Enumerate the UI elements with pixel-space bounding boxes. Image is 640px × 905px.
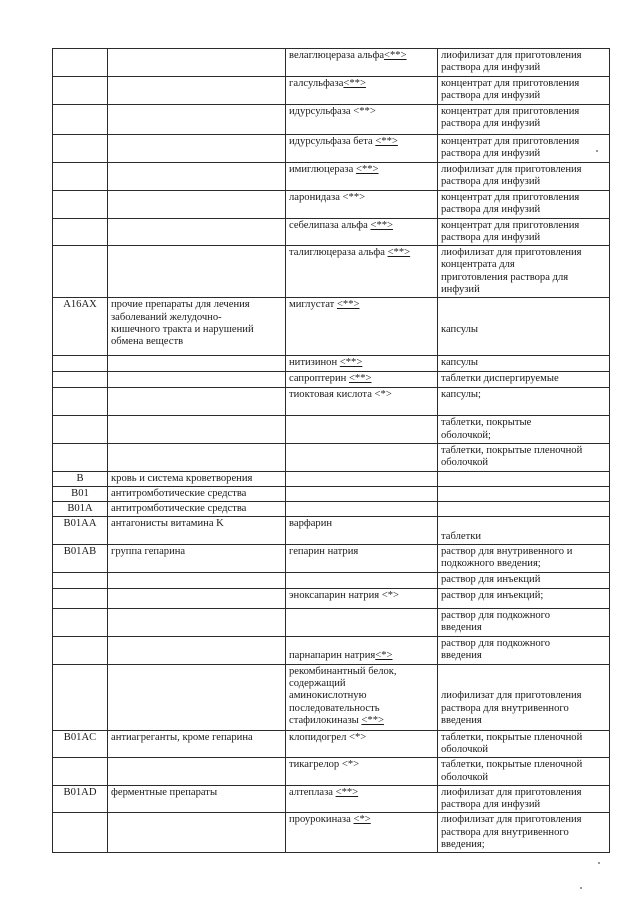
dosage-form-cell: лиофилизат для приготовления раствора для инфузий: [438, 162, 610, 190]
table-row: [53, 218, 610, 246]
medicines-table: [52, 48, 610, 853]
atc-group-cell: [108, 588, 286, 608]
atc-group-cell: [108, 443, 286, 471]
table-row: [53, 443, 610, 471]
drug-footnote-mark: <**>: [375, 135, 398, 147]
atc-code-cell: [53, 76, 108, 104]
drug-name: велаглюцераза альфа: [289, 50, 385, 61]
atc-code-cell: B01AC: [53, 730, 108, 758]
atc-group-cell: [108, 134, 286, 162]
table-row: [53, 49, 610, 77]
atc-group-cell: ферментные препараты: [108, 785, 286, 813]
atc-group-cell: [108, 246, 286, 298]
atc-code-cell: [53, 813, 108, 853]
atc-group-cell: [108, 162, 286, 190]
dosage-form-cell: раствор для подкожного введения: [438, 608, 610, 636]
table-row: [53, 134, 610, 162]
table-row: [53, 517, 610, 545]
drug-footnote-mark: <**>: [355, 163, 379, 175]
dosage-form-cell: лиофилизат для приготовления раствора для инфузий: [438, 49, 610, 77]
table-row: [53, 608, 610, 636]
table-row: [53, 785, 610, 813]
atc-code-cell: B01: [53, 486, 108, 501]
dosage-form-cell: [438, 502, 610, 517]
drug-name-cell: [286, 162, 438, 190]
dosage-form-cell: лиофилизат для приготовления концентрата для приготовления раствора для инфузий: [438, 246, 610, 298]
atc-code-cell: [53, 636, 108, 664]
dosage-form-cell: [438, 471, 610, 486]
table-row: [53, 588, 610, 608]
table-row: [53, 572, 610, 588]
drug-name-cell: [286, 416, 438, 444]
atc-group-cell: [108, 372, 286, 388]
atc-code-cell: [53, 356, 108, 372]
atc-group-cell: [108, 813, 286, 853]
atc-code-cell: B01AB: [53, 545, 108, 573]
atc-group-cell: антиагреганты, кроме гепарина: [108, 730, 286, 758]
table-row: [53, 416, 610, 444]
atc-group-cell: [108, 758, 286, 786]
drug-name: сапроптерин: [289, 373, 349, 385]
atc-code-cell: A16AX: [53, 298, 108, 356]
drug-footnote-mark: <**>: [343, 77, 366, 89]
atc-group-cell: [108, 190, 286, 218]
dosage-form-cell: лиофилизат для приготовления раствора для инфузий: [438, 785, 610, 813]
atc-code-cell: [53, 104, 108, 134]
drug-name-cell: [286, 104, 438, 134]
drug-name: себелипаза альфа: [289, 219, 371, 231]
atc-code-cell: [53, 134, 108, 162]
atc-code-cell: [53, 246, 108, 298]
atc-group-cell: [108, 636, 286, 664]
atc-code-cell: [53, 416, 108, 444]
atc-code-cell: [53, 572, 108, 588]
drug-name-cell: [286, 298, 438, 356]
atc-group-cell: [108, 388, 286, 416]
drug-name-cell: [286, 356, 438, 372]
atc-group-cell: [108, 218, 286, 246]
drug-name-cell: [286, 443, 438, 471]
atc-code-cell: [53, 443, 108, 471]
drug-name-cell: [286, 372, 438, 388]
drug-name: имиглюцераза: [289, 163, 356, 175]
atc-group-cell: антагонисты витамина K: [108, 517, 286, 545]
atc-code-cell: [53, 588, 108, 608]
atc-code-cell: B: [53, 471, 108, 486]
drug-footnote-mark: <**>: [336, 299, 360, 311]
dosage-form-cell: концентрат для приготовления раствора для инфузий: [438, 104, 610, 134]
atc-group-cell: прочие препараты для лечения заболеваний желудочно- кишечного тракта и нарушений обмена веществ: [108, 298, 286, 356]
drug-footnote-mark: <**>: [384, 50, 407, 61]
atc-code-cell: [53, 664, 108, 730]
drug-name-cell: [286, 218, 438, 246]
table-row: [53, 486, 610, 501]
drug-name: варфарин: [289, 518, 333, 530]
dosage-form-cell: таблетки, покрытые оболочкой;: [438, 416, 610, 444]
dosage-form-cell: раствор для инъекций;: [438, 588, 610, 608]
drug-footnote-mark: <**>: [387, 247, 411, 259]
drug-name: эноксапарин натрия <*>: [289, 589, 400, 601]
drug-name-cell: [286, 664, 438, 730]
drug-footnote-mark: <**>: [348, 373, 372, 385]
atc-code-cell: [53, 608, 108, 636]
dosage-form-cell: капсулы: [438, 298, 610, 356]
table-row: [53, 76, 610, 104]
drug-name-cell: [286, 502, 438, 517]
drug-name: тиоктовая кислота <*>: [289, 389, 392, 401]
atc-group-cell: антитромботические средства: [108, 502, 286, 517]
drug-name-cell: [286, 246, 438, 298]
table-row: [53, 664, 610, 730]
drug-name: миглустат: [289, 299, 337, 311]
drug-name-cell: [286, 134, 438, 162]
drug-name: парнапарин натрия: [289, 649, 376, 661]
drug-name-cell: [286, 758, 438, 786]
atc-group-cell: [108, 76, 286, 104]
drug-footnote-mark: <*>: [375, 649, 393, 661]
dosage-form-cell: таблетки, покрытые пленочной оболочкой: [438, 443, 610, 471]
drug-footnote-mark: <**>: [361, 714, 384, 726]
drug-name-cell: [286, 388, 438, 416]
drug-name-cell: [286, 813, 438, 853]
drug-name-cell: [286, 730, 438, 758]
drug-name-cell: [286, 486, 438, 501]
drug-name-cell: [286, 545, 438, 573]
table-row: [53, 730, 610, 758]
atc-group-cell: группа гепарина: [108, 545, 286, 573]
drug-name: алтеплаза: [289, 786, 336, 798]
atc-code-cell: [53, 49, 108, 77]
scan-speck: [596, 150, 598, 152]
dosage-form-cell: раствор для подкожного введения: [438, 636, 610, 664]
dosage-form-cell: таблетки, покрытые пленочной оболочкой: [438, 758, 610, 786]
table-row: [53, 636, 610, 664]
table-row: [53, 758, 610, 786]
dosage-form-cell: таблетки: [438, 517, 610, 545]
drug-name-cell: [286, 49, 438, 77]
atc-group-cell: [108, 356, 286, 372]
drug-footnote-mark: <**>: [370, 219, 394, 231]
atc-code-cell: B01AA: [53, 517, 108, 545]
atc-code-cell: B01A: [53, 502, 108, 517]
scan-speck: [580, 887, 582, 889]
drug-name-cell: [286, 572, 438, 588]
atc-group-cell: [108, 49, 286, 77]
dosage-form-cell: концентрат для приготовления раствора для инфузий: [438, 190, 610, 218]
atc-code-cell: [53, 372, 108, 388]
atc-code-cell: [53, 162, 108, 190]
atc-group-cell: [108, 572, 286, 588]
table-row: [53, 356, 610, 372]
atc-code-cell: [53, 758, 108, 786]
drug-name: талиглюцераза альфа: [289, 247, 388, 259]
drug-name: идурсульфаза <**>: [289, 105, 376, 117]
drug-name: рекомбинантный белок, содержащий аминокислотную последовательность стафилокиназы: [289, 665, 397, 726]
dosage-form-cell: концентрат для приготовления раствора для инфузий: [438, 218, 610, 246]
dosage-form-cell: таблетки диспергируемые: [438, 372, 610, 388]
dosage-form-cell: капсулы;: [438, 388, 610, 416]
table-row: [53, 372, 610, 388]
atc-group-cell: кровь и система кроветворения: [108, 471, 286, 486]
table-body: [53, 49, 610, 853]
atc-group-cell: [108, 104, 286, 134]
drug-name-cell: [286, 517, 438, 545]
drug-name-cell: [286, 785, 438, 813]
atc-code-cell: [53, 218, 108, 246]
drug-name-cell: [286, 190, 438, 218]
table-row: [53, 246, 610, 298]
scan-speck: [598, 862, 600, 864]
dosage-form-cell: раствор для инъекций: [438, 572, 610, 588]
drug-name: галсульфаза: [289, 77, 344, 89]
dosage-form-cell: капсулы: [438, 356, 610, 372]
atc-group-cell: [108, 664, 286, 730]
dosage-form-cell: концентрат для приготовления раствора для инфузий: [438, 134, 610, 162]
drug-name-cell: [286, 588, 438, 608]
atc-group-cell: [108, 608, 286, 636]
drug-name-cell: [286, 471, 438, 486]
drug-name-cell: [286, 608, 438, 636]
dosage-form-cell: концентрат для приготовления раствора для инфузий: [438, 76, 610, 104]
dosage-form-cell: лиофилизат для приготовления раствора для внутривенного введения: [438, 664, 610, 730]
table-row: [53, 104, 610, 134]
atc-code-cell: B01AD: [53, 785, 108, 813]
drug-name: идурсульфаза бета: [289, 135, 376, 147]
table-row: [53, 298, 610, 356]
atc-group-cell: антитромботические средства: [108, 486, 286, 501]
drug-name: гепарин натрия: [289, 546, 359, 558]
drug-name: клопидогрел <*>: [289, 731, 367, 743]
table-row: [53, 388, 610, 416]
dosage-form-cell: раствор для внутривенного и подкожного введения;: [438, 545, 610, 573]
drug-footnote-mark: <**>: [335, 786, 359, 798]
table-row: [53, 502, 610, 517]
dosage-form-cell: лиофилизат для приготовления раствора для внутривенного введения;: [438, 813, 610, 853]
drug-footnote-mark: <**>: [339, 357, 363, 369]
table-row: [53, 471, 610, 486]
atc-group-cell: [108, 416, 286, 444]
atc-code-cell: [53, 388, 108, 416]
dosage-form-cell: таблетки, покрытые пленочной оболочкой: [438, 730, 610, 758]
drug-name: проурокиназа: [289, 814, 354, 826]
table-row: [53, 813, 610, 853]
table-row: [53, 162, 610, 190]
drug-name: нитизинон: [289, 357, 340, 369]
table-row: [53, 545, 610, 573]
dosage-form-cell: [438, 486, 610, 501]
drug-name-cell: [286, 636, 438, 664]
drug-name-cell: [286, 76, 438, 104]
drug-name: тикагрелор <*>: [289, 759, 360, 771]
atc-code-cell: [53, 190, 108, 218]
table-row: [53, 190, 610, 218]
drug-name: ларонидаза <**>: [289, 191, 366, 203]
drug-footnote-mark: <*>: [353, 814, 371, 826]
